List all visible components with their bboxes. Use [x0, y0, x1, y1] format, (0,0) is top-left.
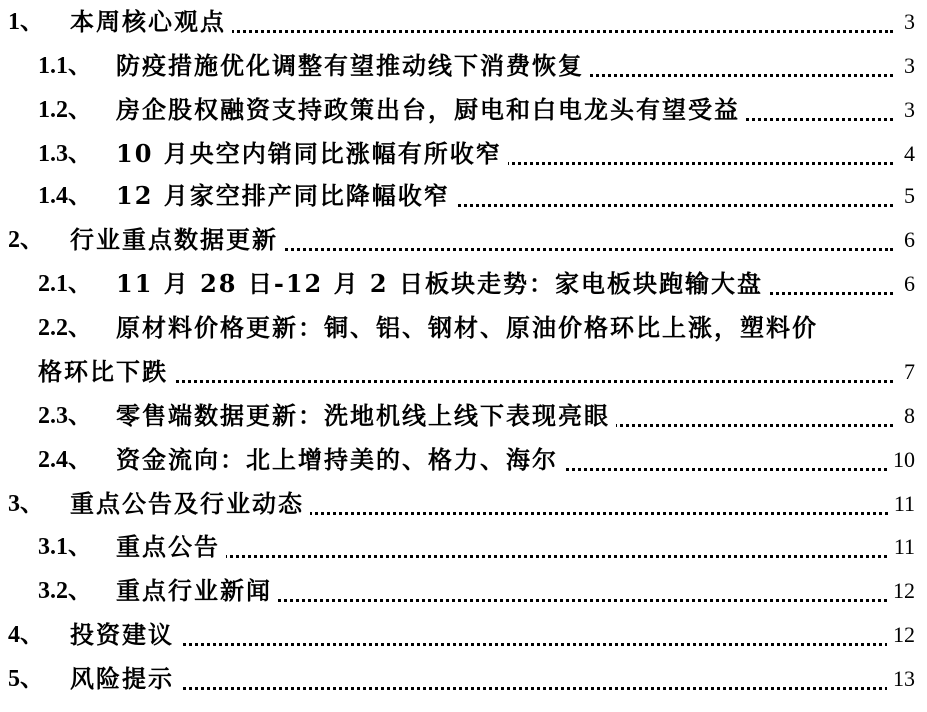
toc-page-number: 10 — [887, 441, 915, 479]
toc-number: 3.2、 — [38, 578, 92, 604]
toc-title: 重点行业新闻 — [116, 572, 278, 610]
toc-entry-continuation[interactable] — [0, 353, 927, 391]
toc-entry[interactable] — [0, 528, 927, 566]
toc-title: 原材料价格更新：铜、铝、钢材、原油价格环比上涨，塑料价 — [116, 309, 824, 347]
toc-entry[interactable] — [0, 135, 927, 173]
toc-page-number: 7 — [898, 353, 915, 391]
toc-entry[interactable] — [0, 3, 927, 41]
toc-title: 零售端数据更新：洗地机线上线下表现亮眼 — [116, 397, 616, 435]
toc-page-number: 12 — [887, 572, 915, 610]
toc-number: 5、 — [8, 666, 44, 692]
toc-title: 重点公告及行业动态 — [70, 485, 310, 523]
toc-number: 2.2、 — [38, 315, 92, 341]
toc-title-continuation: 格环比下跌 — [38, 353, 174, 391]
toc-page-number: 13 — [887, 660, 915, 698]
toc-title: 风险提示 — [70, 660, 180, 698]
toc-entry[interactable] — [0, 660, 927, 698]
toc-title: 行业重点数据更新 — [70, 221, 284, 259]
toc-number: 2.1、 — [38, 271, 92, 297]
toc-title: 12 月家空排产同比降幅收窄 — [116, 177, 456, 215]
toc-number: 4、 — [8, 622, 44, 648]
toc-title: 房企股权融资支持政策出台，厨电和白电龙头有望受益 — [116, 91, 746, 129]
toc-number: 2.4、 — [38, 447, 92, 473]
toc-entry[interactable] — [0, 485, 927, 523]
toc-entry[interactable] — [0, 177, 927, 215]
toc-number: 1.3、 — [38, 141, 92, 167]
toc-entry[interactable] — [0, 47, 927, 85]
toc-entry[interactable] — [0, 441, 927, 479]
toc-page-number: 12 — [887, 616, 915, 654]
toc-entry[interactable] — [0, 309, 927, 347]
toc-page-number: 5 — [898, 177, 915, 215]
toc-page-number: 3 — [898, 91, 915, 129]
toc-number: 2、 — [8, 227, 44, 253]
dot-leader — [70, 687, 893, 690]
toc-entry[interactable] — [0, 221, 927, 259]
toc-page-number: 6 — [898, 265, 915, 303]
toc-entry[interactable] — [0, 616, 927, 654]
toc-entry[interactable] — [0, 397, 927, 435]
toc-title: 本周核心观点 — [70, 3, 232, 41]
toc-page-number: 8 — [898, 397, 915, 435]
toc-title: 资金流向：北上增持美的、格力、海尔 — [116, 441, 564, 479]
dot-leader — [70, 643, 893, 646]
dot-leader — [116, 555, 893, 558]
toc-entry[interactable] — [0, 265, 927, 303]
toc-page-number: 6 — [898, 221, 915, 259]
toc-number: 3.1、 — [38, 534, 92, 560]
toc-page-number: 4 — [898, 135, 915, 173]
toc-number: 1.4、 — [38, 183, 92, 209]
toc-number: 1.2、 — [38, 97, 92, 123]
toc-page-number: 3 — [898, 47, 915, 85]
toc-page-number: 11 — [888, 485, 915, 523]
toc-number: 1.1、 — [38, 53, 92, 79]
toc-title: 11 月 28 日-12 月 2 日板块走势：家电板块跑输大盘 — [116, 265, 769, 303]
toc-page-number: 3 — [898, 3, 915, 41]
toc-number: 2.3、 — [38, 403, 92, 429]
toc-number: 1、 — [8, 9, 44, 35]
toc-page-number: 11 — [888, 528, 915, 566]
toc-title: 防疫措施优化调整有望推动线下消费恢复 — [116, 47, 590, 85]
toc-title: 重点公告 — [116, 528, 226, 566]
toc-title: 10 月央空内销同比涨幅有所收窄 — [116, 135, 508, 173]
toc-title: 投资建议 — [70, 616, 180, 654]
toc-entry[interactable] — [0, 572, 927, 610]
toc-entry[interactable] — [0, 91, 927, 129]
toc-number: 3、 — [8, 491, 44, 517]
